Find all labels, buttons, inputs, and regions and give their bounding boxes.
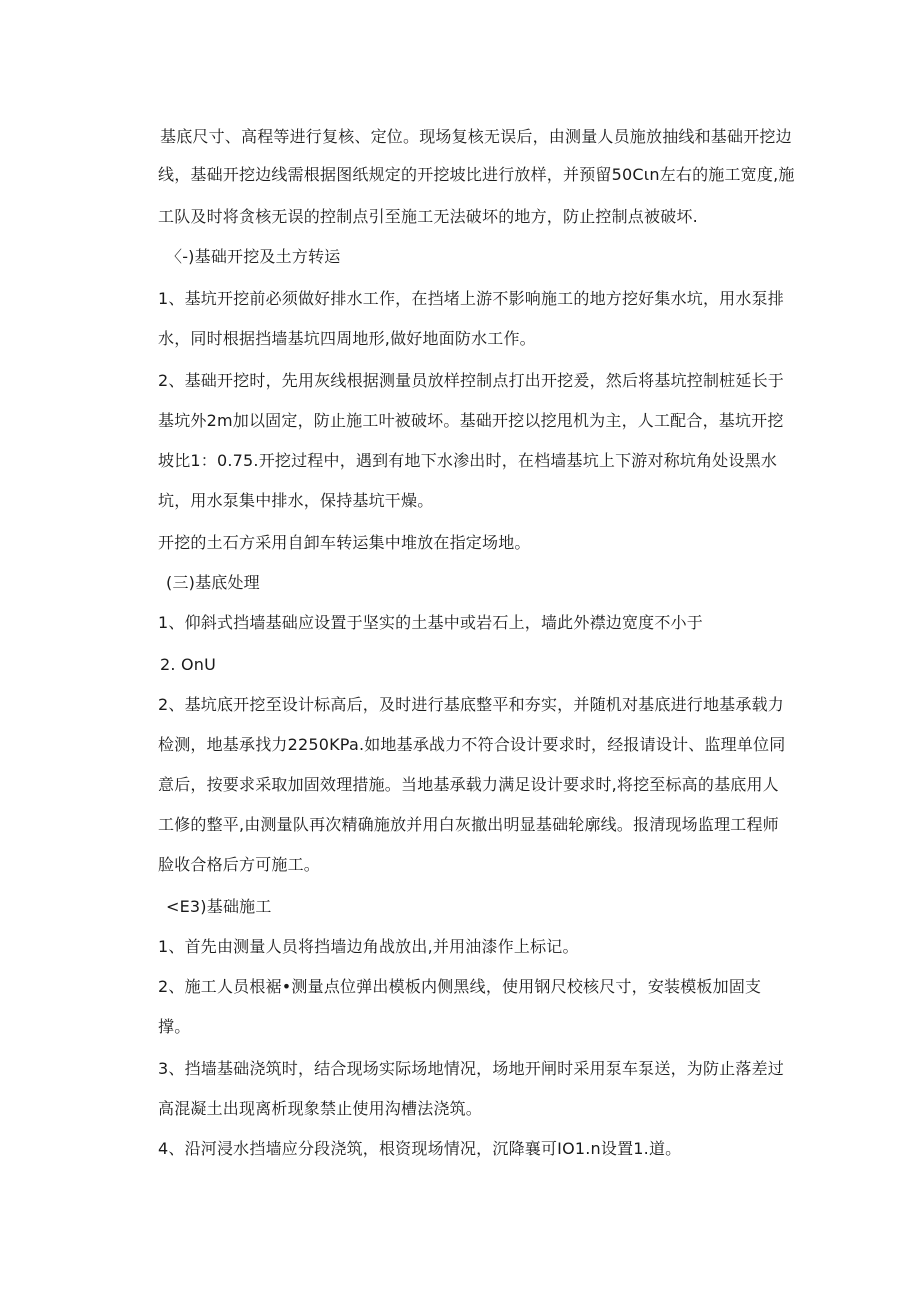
text-line: 检测，地基承找力2250KPa.如地基承战力不符合设计要求时，经报请设计、监理单位同 [158, 735, 786, 754]
text-line: 2、施工人员根裾•测量点位弹出模板内侧黑线，使用钢尺校核尺寸，安装模板加固支 [158, 977, 762, 996]
text-line: 坑，用水泵集中排水，保持基坑干燥。 [158, 491, 434, 510]
text-line: 1、仰斜式挡墙基础应设置于坚实的土基中或岩石上，墙此外襟边宽度不小于 [158, 613, 703, 632]
text-line: 坡比1：0.75.开挖过程中，遇到有地下水渗出时，在档墙基坑上下游对称坑角处设黑水 [158, 451, 778, 470]
text-line: 3、挡墙基础浇筑时，结合现场实际场地情况，场地开闸时采用泵车泵送，为防止落差过 [158, 1059, 784, 1078]
section-heading: 〈-)基础开挖及土方转运 [166, 247, 341, 266]
text-line: 1、基坑开挖前必须做好排水工作，在挡堵上游不影响施工的地方挖好集水坑，用水泵排 [158, 289, 784, 308]
text-line: 2、基础开挖时，先用灰线根据测量员放样控制点打出开挖爰，然后将基坑控制桩延长于 [158, 371, 784, 390]
text-line: 基坑外2m加以固定，防止施工叶被破坏。基础开挖以挖甩机为主，人工配合，基坑开挖 [158, 411, 784, 430]
text-line: 工修的整平,由测量队再次精确施放并用白灰撤出明显基础轮廓线。报清现场监理工程师 [158, 815, 779, 834]
text-line: 基底尺寸、高程等进行复核、定位。现场复核无误后，由测量人员施放抽线和基础开挖边 [160, 127, 792, 146]
text-line: 线，基础开挖边线需根据图纸规定的开挖坡比进行放样，并预留50Cɩn左右的施工宽度,施 [158, 165, 795, 184]
text-line: 水，同时根据挡墙基坑四周地形,做好地面防水工作。 [158, 329, 536, 348]
text-line: 脸收合格后方可施工。 [158, 855, 321, 874]
text-line: 意后，按要求采取加固效理措施。当地基承载力满足设计要求时,将挖至标高的基底用人 [158, 775, 779, 794]
text-line: 撑。 [158, 1017, 191, 1036]
text-line: 1、首先由测量人员将挡墙边角战放出,并用油漆作上标记。 [158, 937, 579, 956]
section-heading: (三)基底处理 [166, 573, 260, 592]
section-heading: <E3)基础施工 [166, 897, 272, 916]
text-line: 工队及时将贪核无误的控制点引至施工无法破坏的地方，防止控制点被破坏. [158, 207, 698, 226]
text-line: 高混凝土出现离析现象禁止使用沟槽法浇筑。 [158, 1099, 483, 1118]
text-line: 2. OnU [160, 655, 216, 674]
text-line: 开挖的土石方采用自卸车转运集中堆放在指定场地。 [158, 533, 531, 552]
text-line: 4、沿河浸水挡墙应分段浇筑，根资现场情况，沉降襄可IO1.n设置1.道。 [158, 1139, 682, 1158]
text-line: 2、基坑底开挖至设计标高后，及时进行基底整平和夯实，并随机对基底进行地基承载力 [158, 695, 784, 714]
